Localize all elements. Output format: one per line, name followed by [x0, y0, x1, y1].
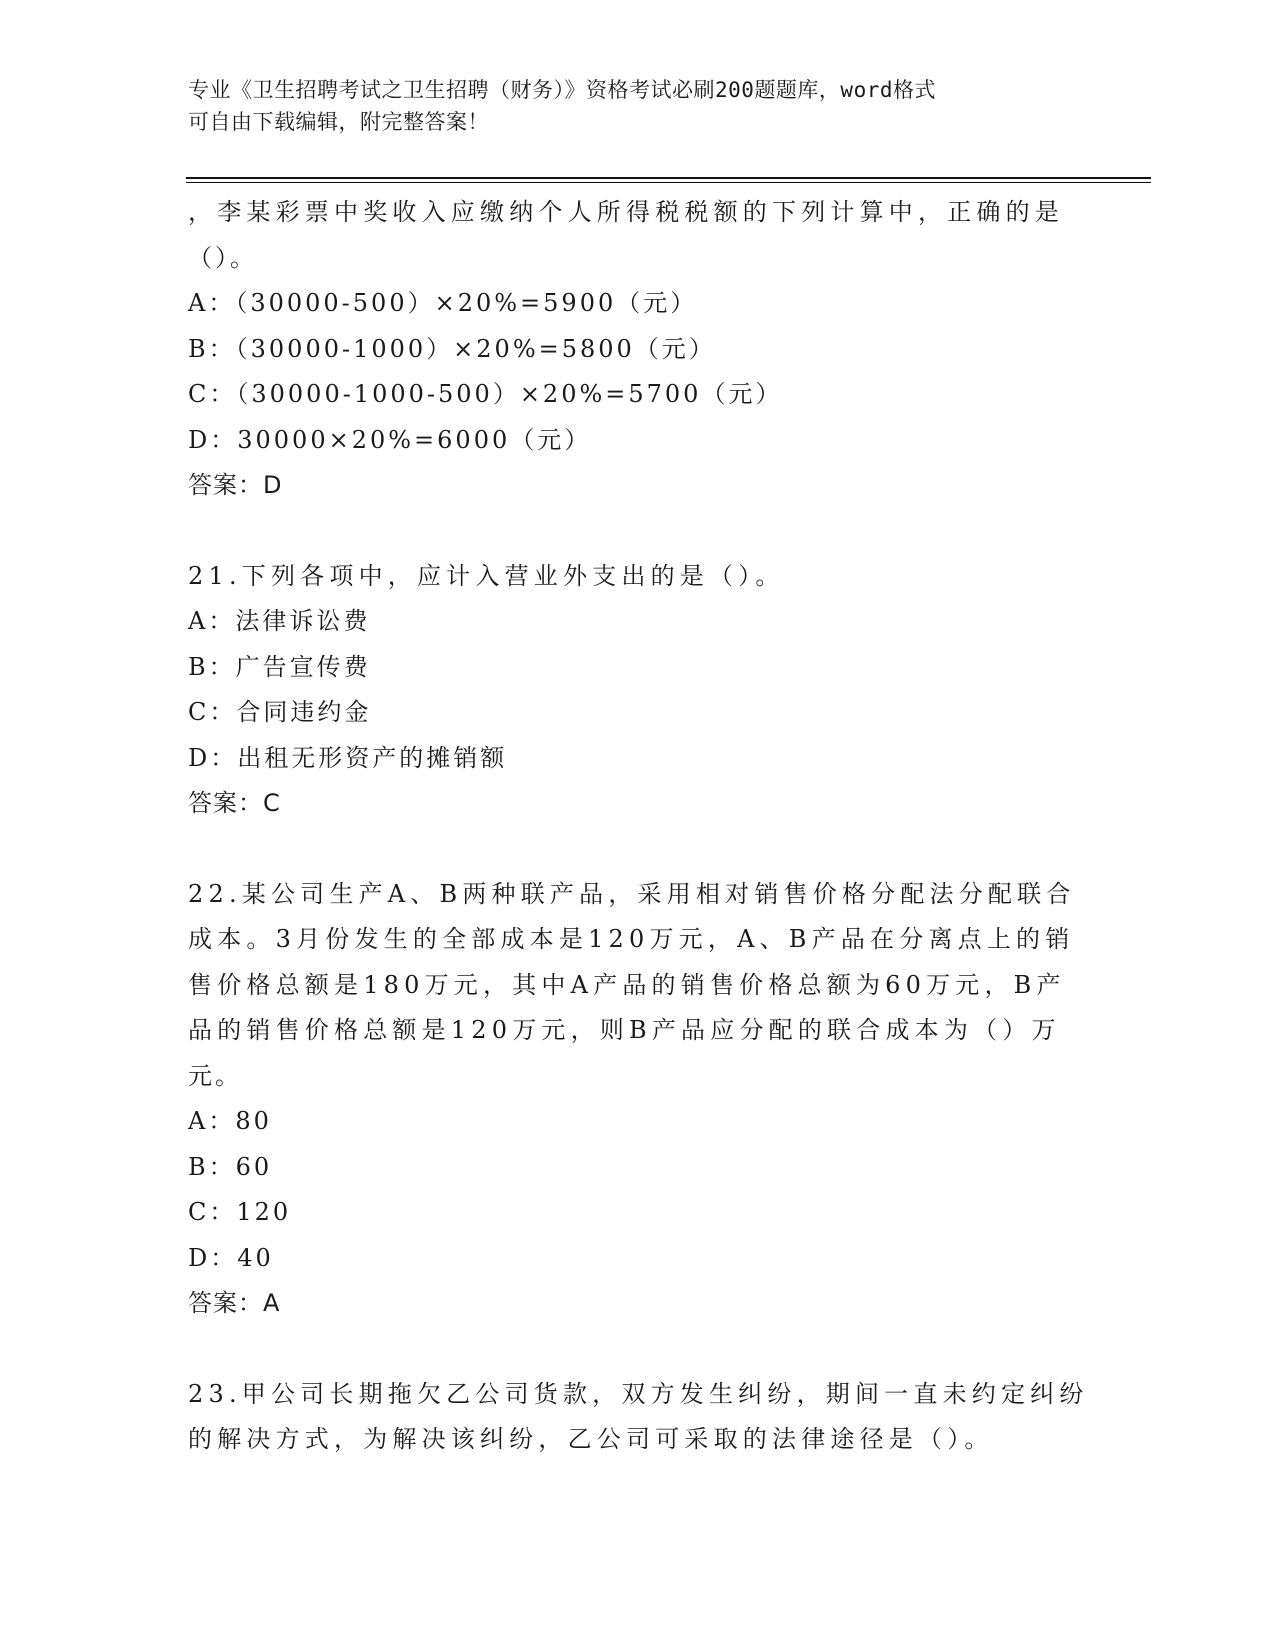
question-stem-line: 的解决方式，为解决该纠纷，乙公司可采取的法律途径是（）。 [188, 1425, 994, 1453]
option-d: D：出租无形资产的摊销额 [188, 743, 508, 772]
question-23 [188, 1372, 1089, 1463]
question-22 [188, 872, 1076, 1327]
header-line-1: 专业《卫生招聘考试之卫生招聘（财务）》资格考试必刷200题题库，word格式 [188, 78, 936, 102]
question-stem-line: 22.某公司生产A、B两种联产品，采用相对销售价格分配法分配联合 [188, 879, 1076, 908]
question-stem-line: 成本。3月份发生的全部成本是120万元，A、B产品在分离点上的销 [188, 925, 1075, 953]
header-divider-thin [186, 182, 1151, 183]
question-stem-line: （）。 [188, 243, 257, 272]
answer-line: 答案：C [188, 789, 281, 817]
question-stem-line: 售价格总额是180万元，其中A产品的销售价格总额为60万元，B产 [188, 970, 1066, 999]
option-a: A：（30000-500）×20%=5900（元） [188, 289, 698, 317]
option-b: B：（30000-1000）×20%=5800（元） [188, 334, 716, 363]
option-a: A：80 [188, 1107, 272, 1135]
answer-line: 答案：A [188, 1289, 281, 1317]
header-line-2: 可自由下载编辑，附完整答案！ [188, 110, 489, 134]
question-stem-line: 21.下列各项中，应计入营业外支出的是（）。 [188, 561, 785, 590]
option-c: C：（30000-1000-500）×20%=5700（元） [188, 380, 783, 408]
document-header [188, 74, 1068, 138]
header-divider-thick [186, 177, 1151, 179]
question-20 [188, 190, 1068, 509]
option-d: D：30000×20%=6000（元） [188, 425, 592, 454]
question-21 [188, 554, 1068, 827]
option-b: B：60 [188, 1152, 273, 1181]
question-stem-line: 品的销售价格总额是120万元，则B产品应分配的联合成本为（）万 [188, 1016, 1061, 1044]
question-stem-line: 元。 [188, 1061, 242, 1090]
spacer [188, 1327, 1068, 1372]
question-stem-line: ，李某彩票中奖收入应缴纳个人所得税税额的下列计算中，正确的是 [188, 198, 1064, 226]
spacer [188, 827, 1068, 872]
spacer [188, 509, 1068, 554]
option-b: B：广告宣传费 [188, 652, 371, 681]
option-a: A：法律诉讼费 [188, 607, 371, 635]
question-stem-line: 23.甲公司长期拖欠乙公司货款，双方发生纠纷，期间一直未约定纠纷 [188, 1379, 1089, 1408]
option-c: C：合同违约金 [188, 698, 372, 726]
answer-line: 答案：D [188, 471, 283, 499]
question-list [188, 190, 1089, 1463]
option-c: C：120 [188, 1198, 292, 1226]
option-d: D：40 [188, 1243, 274, 1272]
